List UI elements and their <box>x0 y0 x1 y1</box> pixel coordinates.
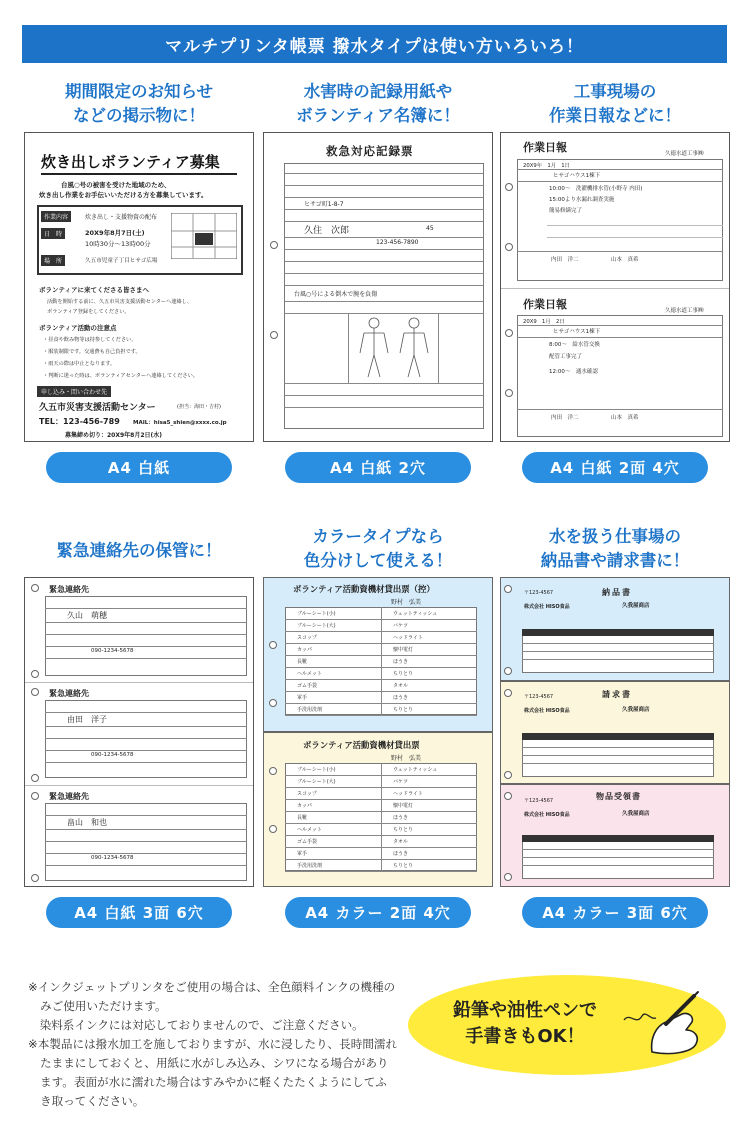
client-name: 久我屋商店 <box>622 707 650 713</box>
punch-hole <box>504 771 512 779</box>
caption-line-1: カラータイプなら <box>312 527 444 546</box>
item-row-divider <box>285 631 477 632</box>
contact-name: 久山 萌穂 <box>67 611 107 620</box>
sample-document <box>24 132 254 442</box>
item-row-divider <box>285 871 477 872</box>
report-title: 作業日報 <box>523 298 567 311</box>
item-label: ウェットティッシュ <box>393 611 438 617</box>
work-line: 12:00〜 通水確認 <box>549 369 598 375</box>
item-label: ほうき <box>393 815 409 821</box>
item-label: ちりとり <box>393 707 414 713</box>
item-label: 軍手 <box>297 695 308 701</box>
format-label: A4 白紙 <box>46 452 232 483</box>
sender-company: 株式会社 HISO食品 <box>524 604 570 610</box>
age-value: 45 <box>426 225 434 232</box>
punch-hole <box>31 688 39 696</box>
body-text: ボランティア登録をしてください。 <box>47 309 130 315</box>
item-label: バケツ <box>393 623 408 629</box>
item-label: 手洗用洗剤 <box>297 707 323 713</box>
example-emergency-contact <box>24 525 254 930</box>
item-label: スコップ <box>297 791 317 797</box>
doc-lead-1: 台風○号の被害を受けた地域のため、 <box>61 181 171 189</box>
sample-document <box>500 577 730 887</box>
item-row-divider <box>285 811 477 812</box>
punch-hole <box>31 584 39 592</box>
postal-code: 〒123-4567 <box>524 798 554 804</box>
item-label: ヘッドライト <box>393 635 423 641</box>
sender-company: 株式会社 HISO食品 <box>524 812 570 818</box>
caption-line-2: 色分けして使える！ <box>303 551 453 570</box>
item-label: ほうき <box>393 659 409 665</box>
item-label: ブルーシート(小) <box>297 767 336 773</box>
item-row-divider <box>285 859 477 860</box>
callout-line-2: 手書きもOK！ <box>465 1026 585 1047</box>
item-row-divider <box>285 799 477 800</box>
sender-company: 株式会社 HISO食品 <box>524 708 570 714</box>
borrower-name: 野村 弘美 <box>391 599 422 606</box>
invoice-title: 請求書 <box>602 690 632 699</box>
example-equipment-loan <box>263 525 493 930</box>
punch-hole <box>505 389 513 397</box>
work-line: 簡易修繕完了 <box>549 208 583 214</box>
work-line: 15:00より水漏れ調査実施 <box>549 197 615 203</box>
worker: 山本 真希 <box>611 257 639 263</box>
item-label: ブルーシート(小) <box>297 611 336 617</box>
address-value: ヒサゴ町1-8-7 <box>304 201 344 208</box>
punch-hole <box>504 667 512 675</box>
form-title: ボランティア活動資機材貸出票 <box>303 740 420 750</box>
contact-name: 畠山 和也 <box>67 818 107 827</box>
sample-document <box>500 132 730 442</box>
name-value: 久住 次郎 <box>304 226 350 236</box>
note-item: ・判断に迷った時は、ボランティアセンターへ連絡してください。 <box>43 373 198 379</box>
section-title: 緊急連絡先 <box>49 585 89 594</box>
example-work-report <box>500 80 730 480</box>
punch-hole <box>504 792 512 800</box>
item-label: ゴム手袋 <box>297 839 318 845</box>
note-value: 台風○号による倒木で腕を負傷 <box>294 291 378 298</box>
report-title: 作業日報 <box>523 141 567 154</box>
section-heading: ボランティア活動の注意点 <box>39 324 117 332</box>
punch-hole <box>31 874 39 882</box>
item-row-divider <box>285 691 477 692</box>
row-value: 20X9年8月7日(土) <box>85 229 145 237</box>
item-row-divider <box>285 643 477 644</box>
caption-line-1: 工事現場の <box>573 82 657 101</box>
work-line: 8:00〜 給水管交換 <box>549 342 600 348</box>
item-label: ちりとり <box>393 671 414 677</box>
deadline: 募集締め切り：20X9年8月2日(水) <box>65 432 162 439</box>
format-label: A4 カラー 3面 6穴 <box>522 897 708 928</box>
punch-hole <box>269 641 277 649</box>
item-label: タオル <box>393 839 409 845</box>
caption-line-1: 期間限定のお知らせ <box>64 82 213 101</box>
sample-document <box>263 577 493 887</box>
postal-code: 〒123-4567 <box>524 590 554 596</box>
item-label: タオル <box>393 683 409 689</box>
row-key: 日 時 <box>41 228 65 239</box>
punch-hole <box>270 241 278 249</box>
org-sub: (担当：海田・吉村) <box>177 404 221 410</box>
doc-title: 炊き出しボランティア募集 <box>41 153 220 171</box>
item-row-divider <box>285 655 477 656</box>
item-label: ブルーシート(大) <box>297 623 336 629</box>
punch-hole <box>505 329 513 337</box>
note-paragraph: ※本製品には撥水加工を施しておりますが、水に浸したり、長時間濡れたままにしておくと、用紙に水がしみ込み、シワになる場合があります。表面が水に濡れた場合はすみやかに軽くたたくようにしてふき取ってください。 <box>28 1037 398 1108</box>
row-key: 作業内容 <box>41 211 71 222</box>
item-row-divider <box>285 835 477 836</box>
note-item: ・服装制限です。交通費も自己負担です。 <box>43 349 141 355</box>
punch-hole <box>504 689 512 697</box>
item-label: カッパ <box>297 647 312 653</box>
tel-value: 123-456-7890 <box>376 239 419 246</box>
item-label: 長靴 <box>297 659 308 665</box>
body-text: 活動を開始する前に、久五市災害支援活動センターへ連絡し、 <box>47 299 193 305</box>
caption-line-1: 水を扱う仕事場の <box>549 527 681 546</box>
item-row-divider <box>285 823 477 824</box>
item-label: 長靴 <box>297 815 308 821</box>
date: 20X9年 1月 1日 <box>523 163 570 169</box>
worker: 内田 洋二 <box>551 415 579 421</box>
doc-lead-2: 炊き出し作業をお手伝いいただける方を募集しています。 <box>39 191 208 199</box>
punch-hole <box>31 774 39 782</box>
item-label: 懐中電灯 <box>393 647 414 653</box>
item-label: スコップ <box>297 635 317 641</box>
format-label: A4 カラー 2面 4穴 <box>285 897 471 928</box>
org-tel: TEL：123-456-789 <box>39 417 120 426</box>
client-name: 久我屋商店 <box>622 603 650 609</box>
worker: 山本 真希 <box>611 415 639 421</box>
contact-tel: 090-1234-5678 <box>91 752 134 758</box>
work-line: 配管工事完了 <box>549 354 583 360</box>
sample-document <box>263 132 493 442</box>
company: 久徳水道工事㈱ <box>665 308 704 314</box>
example-record-sheet <box>263 80 493 480</box>
item-label: 軍手 <box>297 851 308 857</box>
format-label: A4 白紙 2穴 <box>285 452 471 483</box>
format-label: A4 白紙 2面 4穴 <box>522 452 708 483</box>
caption-line-2: ボランティア名簿に！ <box>296 106 460 125</box>
org-name: 久五市災害支援活動センター <box>39 403 156 413</box>
item-row-divider <box>285 619 477 620</box>
item-row-divider <box>285 679 477 680</box>
doc-title: 救急対応記録票 <box>326 144 414 158</box>
date: 20X9 1月 2日 <box>523 319 565 325</box>
item-row-divider <box>285 787 477 788</box>
callout-line-1: 鉛筆や油性ペンで <box>453 1000 597 1021</box>
caption-line-2: 納品書や請求書に！ <box>540 551 690 570</box>
form-title: ボランティア活動資機材貸出票（控） <box>293 584 435 594</box>
item-label: ヘッドライト <box>393 791 423 797</box>
invoice-title: 納品書 <box>602 588 632 597</box>
punch-hole <box>269 767 277 775</box>
punch-hole <box>504 585 512 593</box>
caption-line-1: 緊急連絡先の保管に！ <box>56 541 222 560</box>
company: 久徳水道工事㈱ <box>665 151 704 157</box>
contact-heading: 申し込み・問い合わせ先 <box>37 386 111 397</box>
punch-hole <box>505 183 513 191</box>
section-title: 緊急連絡先 <box>49 792 89 801</box>
item-label: ちりとり <box>393 827 414 833</box>
item-label: カッパ <box>297 803 312 809</box>
work-line: 10:00〜 洗濯機排水管(小野寺 内田) <box>549 186 643 192</box>
row-value: 久五市児童子丁目ヒサゴ広場 <box>85 258 158 264</box>
postal-code: 〒123-4567 <box>524 694 554 700</box>
page-banner: マルチプリンタ帳票 撥水タイプは使い方いろいろ！ <box>22 25 727 63</box>
item-label: ほうき <box>393 851 409 857</box>
contact-name: 由田 洋子 <box>67 715 107 724</box>
item-label: 手洗用洗剤 <box>297 863 323 869</box>
note-paragraph: 染料系インクには対応しておりませんので、ご注意ください。 <box>28 1018 364 1032</box>
item-row-divider <box>285 703 477 704</box>
note-item: ・雨天の際は中止となります。 <box>43 361 116 367</box>
item-row-divider <box>285 667 477 668</box>
sample-document <box>24 577 254 887</box>
site: ヒサゴハウス1棟下 <box>553 173 601 179</box>
row-value: 炊き出し・支援物資の配布 <box>85 214 158 221</box>
caption-line-2: 作業日報などに！ <box>549 106 681 125</box>
punch-hole <box>270 331 278 339</box>
borrower-name: 野村 弘美 <box>391 755 422 762</box>
punch-hole <box>31 792 39 800</box>
note-item: ・昼食や飲み物等は持参してください。 <box>43 337 137 343</box>
item-label: ヘルメット <box>297 671 322 677</box>
example-bulletin <box>24 80 254 480</box>
item-label: ヘルメット <box>297 827 322 833</box>
format-label: A4 白紙 3面 6穴 <box>46 897 232 928</box>
site: ヒサゴハウス1棟下 <box>553 329 601 335</box>
caption-line-1: 水害時の記録用紙や <box>303 82 453 101</box>
item-label: ゴム手袋 <box>297 683 318 689</box>
invoice-title: 物品受領書 <box>596 792 641 801</box>
section-title: 緊急連絡先 <box>49 689 89 698</box>
hand-pen-icon <box>622 990 712 1060</box>
org-mail: MAIL：hisa5_shien@xxxx.co.jp <box>133 420 227 426</box>
body-diagram-icon <box>352 315 436 381</box>
section-heading: ボランティアに来てくださる皆さまへ <box>39 286 149 294</box>
item-label: バケツ <box>393 779 408 785</box>
item-row-divider <box>285 847 477 848</box>
contact-tel: 090-1234-5678 <box>91 648 134 654</box>
item-label: ほうき <box>393 695 409 701</box>
row-key: 場 所 <box>41 255 65 266</box>
note-paragraph: ※インクジェットプリンタをご使用の場合は、全色顔料インクの機種のみご使用いただけます。 <box>28 980 396 1013</box>
client-name: 久我屋商店 <box>622 811 650 817</box>
item-row-divider <box>285 715 477 716</box>
punch-hole <box>269 825 277 833</box>
item-row-divider <box>285 775 477 776</box>
map-icon <box>171 213 237 259</box>
worker: 内田 洋二 <box>551 257 579 263</box>
usage-notes <box>28 978 398 1111</box>
caption-line-2: などの掲示物に！ <box>73 106 205 125</box>
item-label: ちりとり <box>393 863 414 869</box>
example-invoice <box>500 525 730 930</box>
item-label: 懐中電灯 <box>393 803 414 809</box>
item-label: ウェットティッシュ <box>393 767 438 773</box>
row-value: 10時30分〜13時00分 <box>85 240 151 248</box>
item-label: ブルーシート(大) <box>297 779 336 785</box>
punch-hole <box>504 873 512 881</box>
callout-text <box>430 998 620 1050</box>
punch-hole <box>505 243 513 251</box>
contact-tel: 090-1234-5678 <box>91 855 134 861</box>
punch-hole <box>269 699 277 707</box>
punch-hole <box>31 670 39 678</box>
